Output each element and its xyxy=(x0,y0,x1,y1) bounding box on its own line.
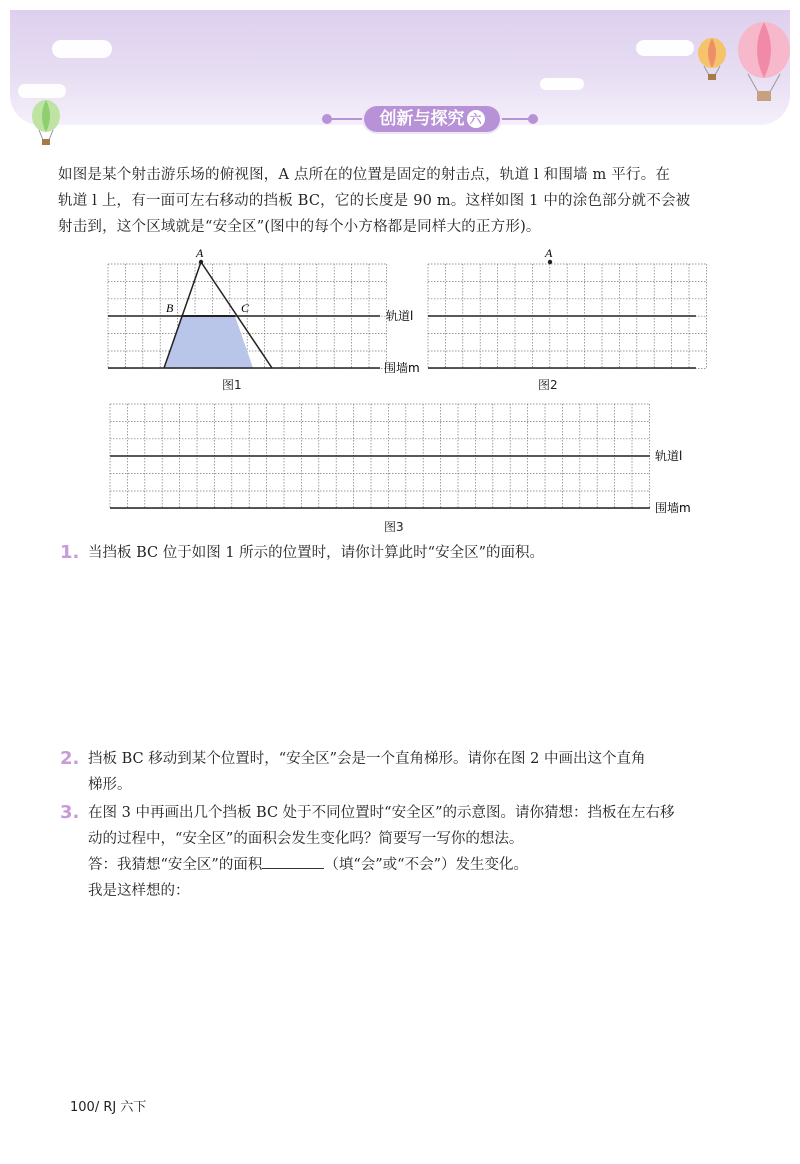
figure-1 xyxy=(100,246,436,374)
intro-line: 射击到，这个区域就是“安全区”(图中的每个小方格都是同样大的正方形)。 xyxy=(58,219,541,235)
title-decoration-line xyxy=(500,118,530,120)
balloon-icon xyxy=(736,22,792,106)
reason-label: 我是这样想的： xyxy=(88,883,190,899)
answer-blank[interactable] xyxy=(262,852,324,869)
page-footer: 100/ RJ 六下 xyxy=(70,1100,147,1115)
cloud-decoration xyxy=(18,84,66,98)
intro-line: 如图是某个射击游乐场的俯视图，A 点所在的位置是固定的射击点，轨道 l 和围墙 m 平行。在 xyxy=(58,167,671,183)
answer-suffix: （填“会”或“不会”）发生变化。 xyxy=(324,857,528,873)
question-text: 梯形。 xyxy=(88,777,132,793)
problem-intro xyxy=(58,162,748,240)
question-3 xyxy=(62,800,752,904)
section-number-badge: 六 xyxy=(467,110,485,128)
balloon-icon xyxy=(696,38,728,82)
label-a: A xyxy=(545,246,553,260)
track-label: 轨道l xyxy=(386,309,414,323)
title-decoration-dot xyxy=(528,114,538,124)
figure-3 xyxy=(100,392,700,516)
section-title-text: 创新与探究 xyxy=(379,109,465,129)
answer-prefix: 答：我猜想“安全区”的面积 xyxy=(88,857,263,873)
question-text: 在图 3 中再画出几个挡板 BC 处于不同位置时“安全区”的示意图。请你猜想：挡板在左右移 xyxy=(88,805,675,821)
wall-label: 围墙m xyxy=(655,501,691,515)
track-label: 轨道l xyxy=(655,449,683,463)
wall-label: 围墙m xyxy=(384,361,420,374)
label-b: B xyxy=(166,301,174,315)
question-number: 3. xyxy=(60,802,80,823)
intro-line: 轨道 l 上，有一面可左右移动的挡板 BC，它的长度是 90 m。这样如图 1 中的涂色部分就不会被 xyxy=(58,193,691,209)
cloud-decoration xyxy=(52,40,112,58)
label-a: A xyxy=(196,246,204,260)
figure-2-caption: 图2 xyxy=(538,378,558,392)
question-number: 1. xyxy=(60,542,80,563)
figure-3-caption: 图3 xyxy=(384,520,404,534)
shooting-point-a xyxy=(548,260,552,264)
question-2 xyxy=(62,746,752,798)
question-text: 当挡板 BC 位于如图 1 所示的位置时，请你计算此时“安全区”的面积。 xyxy=(88,545,545,561)
shooting-point-a xyxy=(199,260,203,264)
label-c: C xyxy=(241,301,250,315)
cloud-decoration xyxy=(636,40,694,56)
answer-line xyxy=(88,852,752,878)
section-title xyxy=(364,106,500,132)
figure-2 xyxy=(420,246,710,374)
cloud-decoration xyxy=(540,78,584,90)
question-text: 挡板 BC 移动到某个位置时，“安全区”会是一个直角梯形。请你在图 2 中画出这个直角 xyxy=(88,751,646,767)
question-text: 动的过程中，“安全区”的面积会发生变化吗？简要写一写你的想法。 xyxy=(88,831,524,847)
safe-zone-shaded xyxy=(164,316,253,368)
question-number: 2. xyxy=(60,748,80,769)
title-decoration-line xyxy=(328,118,364,120)
balloon-icon xyxy=(30,100,62,146)
title-decoration-dot xyxy=(322,114,332,124)
figure-1-caption: 图1 xyxy=(222,378,242,392)
question-1 xyxy=(62,540,752,566)
